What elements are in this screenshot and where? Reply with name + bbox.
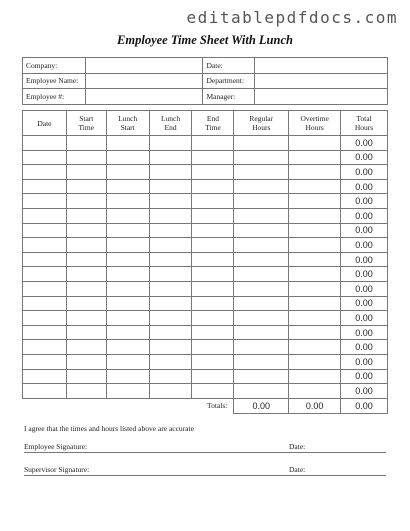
supervisor-signature-date-label: Date:	[289, 465, 306, 474]
table-row	[23, 252, 388, 267]
manager-label: Manager:	[203, 89, 255, 105]
cell-regular-hours[interactable]	[234, 179, 289, 194]
employee-signature-line[interactable]	[24, 452, 386, 453]
cell-regular-hours[interactable]	[234, 150, 289, 165]
column-header-line1: Date	[37, 118, 52, 128]
cell-total-hours: 0.00	[341, 179, 388, 194]
cell-end-time[interactable]	[192, 179, 234, 194]
column-header-line1: Start	[79, 114, 94, 123]
cell-date[interactable]	[23, 194, 67, 209]
table-row	[23, 136, 388, 151]
cell-total-hours: 0.00	[341, 208, 388, 223]
cell-total-hours: 0.00	[341, 267, 388, 282]
date-field[interactable]	[255, 58, 388, 74]
cell-date[interactable]	[23, 311, 67, 326]
cell-lunch-start[interactable]	[106, 165, 149, 180]
cell-regular-hours[interactable]	[234, 208, 289, 223]
cell-lunch-end[interactable]	[149, 325, 192, 340]
cell-lunch-start[interactable]	[106, 384, 149, 399]
cell-start-time[interactable]	[66, 369, 106, 384]
cell-end-time[interactable]	[192, 340, 234, 355]
cell-lunch-end[interactable]	[149, 311, 192, 326]
agreement-text: I agree that the times and hours listed above are accurate	[24, 424, 194, 433]
employee-name-field[interactable]	[85, 73, 203, 89]
page-title: Employee Time Sheet With Lunch	[117, 33, 293, 47]
cell-lunch-end[interactable]	[149, 281, 192, 296]
cell-start-time[interactable]	[66, 165, 106, 180]
employee-number-field[interactable]	[85, 89, 203, 105]
cell-total-hours: 0.00	[341, 311, 388, 326]
cell-end-time[interactable]	[192, 136, 234, 151]
cell-overtime-hours[interactable]	[289, 223, 341, 238]
cell-start-time[interactable]	[66, 179, 106, 194]
cell-lunch-start[interactable]	[106, 194, 149, 209]
table-row	[23, 325, 388, 340]
cell-end-time[interactable]	[192, 238, 234, 253]
cell-total-hours: 0.00	[341, 325, 388, 340]
table-row	[23, 296, 388, 311]
cell-start-time[interactable]	[66, 267, 106, 282]
cell-end-time[interactable]	[192, 296, 234, 311]
cell-lunch-start[interactable]	[106, 223, 149, 238]
table-row	[23, 223, 388, 238]
cell-lunch-end[interactable]	[149, 194, 192, 209]
cell-end-time[interactable]	[192, 267, 234, 282]
column-header-line2: Hours	[354, 123, 374, 132]
cell-date[interactable]	[23, 208, 67, 223]
cell-lunch-end[interactable]	[149, 136, 192, 151]
cell-regular-hours[interactable]	[234, 281, 289, 296]
table-row	[23, 281, 388, 296]
cell-overtime-hours[interactable]	[289, 238, 341, 253]
totals-label	[23, 398, 234, 413]
cell-start-time[interactable]	[66, 136, 106, 151]
cell-total-hours: 0.00	[341, 223, 388, 238]
column-header-lunch-start	[106, 111, 149, 136]
cell-start-time[interactable]	[66, 252, 106, 267]
cell-lunch-end[interactable]	[149, 179, 192, 194]
column-header-line1: Overtime	[300, 114, 329, 123]
cell-end-time[interactable]	[192, 208, 234, 223]
supervisor-signature-row[interactable]	[24, 464, 386, 476]
table-row	[23, 384, 388, 399]
cell-lunch-start[interactable]	[106, 311, 149, 326]
cell-date[interactable]	[23, 136, 67, 151]
cell-start-time[interactable]	[66, 325, 106, 340]
employee-info-table	[22, 57, 388, 105]
cell-date[interactable]	[23, 223, 67, 238]
cell-start-time[interactable]	[66, 340, 106, 355]
cell-overtime-hours[interactable]	[289, 354, 341, 369]
column-header-lunch-end	[149, 111, 192, 136]
department-label: Department:	[203, 73, 255, 89]
cell-lunch-start[interactable]	[106, 369, 149, 384]
cell-regular-hours[interactable]	[234, 354, 289, 369]
cell-date[interactable]	[23, 150, 67, 165]
cell-lunch-start[interactable]	[106, 136, 149, 151]
cell-total-hours: 0.00	[341, 194, 388, 209]
employee-signature-label: Employee Signature:	[24, 442, 88, 451]
cell-start-time[interactable]	[66, 311, 106, 326]
cell-lunch-end[interactable]	[149, 223, 192, 238]
table-row	[23, 208, 388, 223]
cell-lunch-start[interactable]	[106, 208, 149, 223]
totals-row	[23, 398, 388, 413]
cell-total-hours: 0.00	[341, 281, 388, 296]
column-header-line2: Time	[78, 123, 95, 132]
employee-name-label: Employee Name:	[23, 73, 86, 89]
column-header-end-time	[192, 111, 234, 136]
cell-lunch-start[interactable]	[106, 296, 149, 311]
cell-lunch-start[interactable]	[106, 340, 149, 355]
cell-lunch-end[interactable]	[149, 296, 192, 311]
cell-lunch-end[interactable]	[149, 252, 192, 267]
cell-overtime-hours[interactable]	[289, 281, 341, 296]
cell-regular-hours[interactable]	[234, 165, 289, 180]
cell-lunch-end[interactable]	[149, 267, 192, 282]
cell-end-time[interactable]	[192, 325, 234, 340]
cell-lunch-end[interactable]	[149, 384, 192, 399]
cell-end-time[interactable]	[192, 281, 234, 296]
cell-lunch-start[interactable]	[106, 179, 149, 194]
column-header-line2: Hours	[305, 123, 324, 132]
cell-date[interactable]	[23, 354, 67, 369]
cell-end-time[interactable]	[192, 252, 234, 267]
column-header-line1: Regular	[249, 114, 274, 123]
cell-overtime-hours[interactable]	[289, 252, 341, 267]
employee-signature-row[interactable]	[24, 441, 386, 453]
cell-start-time[interactable]	[66, 281, 106, 296]
cell-lunch-start[interactable]	[106, 267, 149, 282]
table-row	[23, 369, 388, 384]
brand-watermark: editablepdfdocs.com	[186, 8, 398, 27]
cell-date[interactable]	[23, 340, 67, 355]
cell-lunch-start[interactable]	[106, 281, 149, 296]
column-header-line1: Lunch	[118, 114, 138, 123]
date-label: Date:	[203, 58, 255, 74]
cell-start-time[interactable]	[66, 194, 106, 209]
cell-total-hours: 0.00	[341, 296, 388, 311]
cell-regular-hours[interactable]	[234, 325, 289, 340]
cell-lunch-start[interactable]	[106, 252, 149, 267]
cell-overtime-hours[interactable]	[289, 369, 341, 384]
cell-total-hours: 0.00	[341, 165, 388, 180]
cell-lunch-end[interactable]	[149, 238, 192, 253]
cell-lunch-end[interactable]	[149, 208, 192, 223]
cell-date[interactable]	[23, 281, 67, 296]
cell-start-time[interactable]	[66, 150, 106, 165]
cell-overtime-hours[interactable]	[289, 179, 341, 194]
cell-end-time[interactable]	[192, 354, 234, 369]
column-header-total-hours	[341, 111, 388, 136]
column-header-start-time	[66, 111, 106, 136]
time-rows	[23, 136, 388, 399]
cell-total-hours: 0.00	[341, 238, 388, 253]
cell-date[interactable]	[23, 325, 67, 340]
column-header-regular-hours	[234, 111, 289, 136]
table-row	[23, 238, 388, 253]
cell-date[interactable]	[23, 252, 67, 267]
table-row	[23, 267, 388, 282]
cell-total-hours: 0.00	[341, 354, 388, 369]
cell-start-time[interactable]	[66, 223, 106, 238]
cell-regular-hours[interactable]	[234, 384, 289, 399]
employee-number-label: Employee #:	[23, 89, 86, 105]
cell-regular-hours[interactable]	[234, 340, 289, 355]
cell-total-hours: 0.00	[341, 369, 388, 384]
supervisor-signature-label: Supervisor Signature:	[24, 465, 90, 474]
table-row	[23, 194, 388, 209]
totals-total-hours: 0.00	[341, 398, 388, 413]
table-row	[23, 340, 388, 355]
column-header-line1: Total	[356, 114, 372, 123]
cell-overtime-hours[interactable]	[289, 150, 341, 165]
cell-overtime-hours[interactable]	[289, 296, 341, 311]
cell-start-time[interactable]	[66, 208, 106, 223]
table-row	[23, 165, 388, 180]
cell-end-time[interactable]	[192, 223, 234, 238]
cell-end-time[interactable]	[192, 165, 234, 180]
cell-date[interactable]	[23, 296, 67, 311]
cell-total-hours: 0.00	[341, 384, 388, 399]
totals-regular-hours: 0.00	[234, 398, 289, 413]
employee-signature-date-label: Date:	[289, 442, 306, 451]
column-header-line2: Time	[205, 123, 221, 132]
cell-lunch-start[interactable]	[106, 238, 149, 253]
cell-overtime-hours[interactable]	[289, 194, 341, 209]
cell-regular-hours[interactable]	[234, 252, 289, 267]
cell-date[interactable]	[23, 165, 67, 180]
cell-end-time[interactable]	[192, 384, 234, 399]
cell-start-time[interactable]	[66, 238, 106, 253]
cell-overtime-hours[interactable]	[289, 165, 341, 180]
cell-overtime-hours[interactable]	[289, 325, 341, 340]
cell-lunch-end[interactable]	[149, 165, 192, 180]
cell-regular-hours[interactable]	[234, 238, 289, 253]
cell-total-hours: 0.00	[341, 252, 388, 267]
cell-overtime-hours[interactable]	[289, 267, 341, 282]
cell-overtime-hours[interactable]	[289, 136, 341, 151]
table-row	[23, 150, 388, 165]
cell-date[interactable]	[23, 179, 67, 194]
cell-overtime-hours[interactable]	[289, 340, 341, 355]
cell-date[interactable]	[23, 369, 67, 384]
cell-end-time[interactable]	[192, 369, 234, 384]
cell-lunch-start[interactable]	[106, 325, 149, 340]
cell-total-hours: 0.00	[341, 150, 388, 165]
column-header-line1: Lunch	[160, 114, 181, 123]
cell-regular-hours[interactable]	[234, 267, 289, 282]
column-header-overtime-hours	[289, 111, 341, 136]
header-row	[23, 111, 388, 136]
totals-overtime-hours: 0.00	[289, 398, 341, 413]
cell-regular-hours[interactable]	[234, 194, 289, 209]
cell-lunch-end[interactable]	[149, 340, 192, 355]
column-header-line2: Hours	[252, 123, 271, 132]
cell-end-time[interactable]	[192, 311, 234, 326]
cell-date[interactable]	[23, 384, 67, 399]
cell-start-time[interactable]	[66, 354, 106, 369]
cell-regular-hours[interactable]	[234, 369, 289, 384]
totals-label-text: Totals:	[207, 401, 228, 411]
table-row	[23, 354, 388, 369]
company-field[interactable]	[85, 58, 203, 74]
cell-total-hours: 0.00	[341, 136, 388, 151]
column-header-line1: End	[206, 114, 219, 123]
cell-regular-hours[interactable]	[234, 223, 289, 238]
cell-start-time[interactable]	[66, 296, 106, 311]
cell-overtime-hours[interactable]	[289, 384, 341, 399]
cell-regular-hours[interactable]	[234, 136, 289, 151]
cell-end-time[interactable]	[192, 150, 234, 165]
cell-date[interactable]	[23, 238, 67, 253]
cell-lunch-start[interactable]	[106, 150, 149, 165]
manager-field[interactable]	[255, 89, 388, 105]
cell-regular-hours[interactable]	[234, 311, 289, 326]
table-row	[23, 311, 388, 326]
department-field[interactable]	[255, 73, 388, 89]
cell-lunch-end[interactable]	[149, 354, 192, 369]
column-header-line2: End	[164, 123, 177, 132]
cell-overtime-hours[interactable]	[289, 208, 341, 223]
cell-lunch-start[interactable]	[106, 354, 149, 369]
column-header-line2: Start	[120, 123, 135, 132]
cell-lunch-end[interactable]	[149, 369, 192, 384]
column-header-date	[23, 111, 67, 136]
cell-start-time[interactable]	[66, 384, 106, 399]
cell-end-time[interactable]	[192, 194, 234, 209]
cell-total-hours: 0.00	[341, 340, 388, 355]
cell-lunch-end[interactable]	[149, 150, 192, 165]
table-row	[23, 179, 388, 194]
cell-date[interactable]	[23, 267, 67, 282]
cell-regular-hours[interactable]	[234, 296, 289, 311]
time-sheet-table	[22, 110, 388, 414]
supervisor-signature-line[interactable]	[24, 475, 386, 476]
company-label: Company:	[23, 58, 86, 74]
cell-overtime-hours[interactable]	[289, 311, 341, 326]
